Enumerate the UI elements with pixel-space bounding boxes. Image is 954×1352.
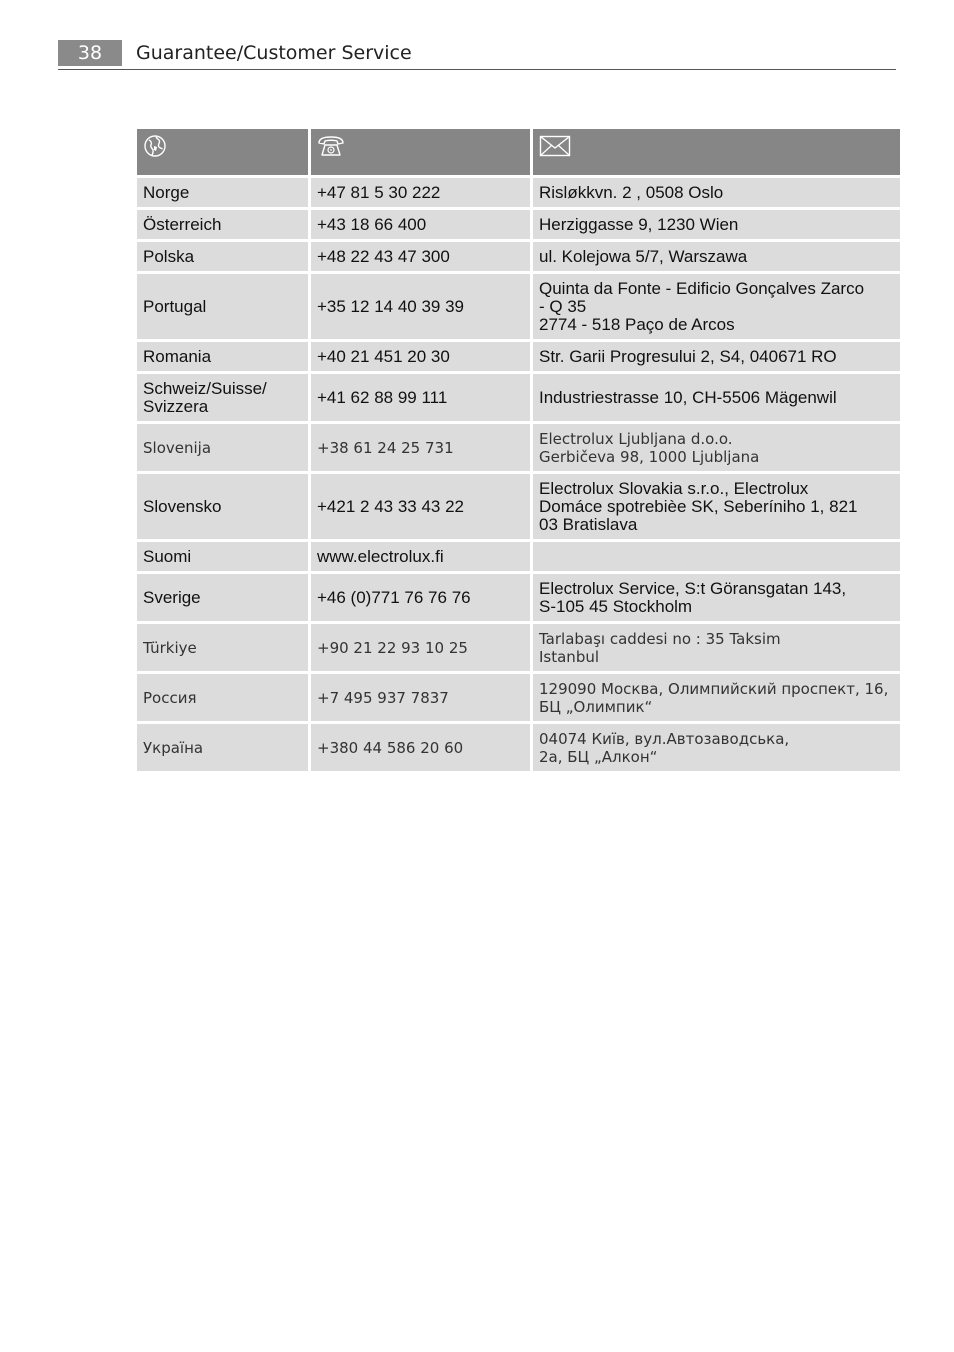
address-cell: Str. Garii Progresului 2, S4, 040671 RO [533, 342, 900, 371]
phone-cell: +7 495 937 7837 [311, 674, 530, 721]
address-cell: Quinta da Fonte - Edificio Gonçalves Zarco - Q 35 2774 - 518 Paço de Arcos [533, 274, 900, 339]
service-contact-table [134, 126, 903, 774]
country-cell: Österreich [137, 210, 308, 239]
phone-cell: +40 21 451 20 30 [311, 342, 530, 371]
page-header [58, 40, 896, 70]
address-cell: ul. Kolejowa 5/7, Warszawa [533, 242, 900, 271]
table-row [137, 542, 900, 571]
country-column-header [137, 129, 308, 175]
globe-icon [143, 134, 167, 158]
table-row [137, 624, 900, 671]
address-cell: Herziggasse 9, 1230 Wien [533, 210, 900, 239]
address-cell: Tarlabaşı caddesi no : 35 Taksim Istanbul [533, 624, 900, 671]
table-header-row [137, 129, 900, 175]
address-cell: Risløkkvn. 2 , 0508 Oslo [533, 178, 900, 207]
address-column-header [533, 129, 900, 175]
table-row [137, 574, 900, 621]
phone-cell: +38 61 24 25 731 [311, 424, 530, 471]
table-row [137, 178, 900, 207]
address-cell: Electrolux Slovakia s.r.o., Electrolux Domáce spotrebièe SK, Seberíniho 1, 821 03 Bratislava [533, 474, 900, 539]
table-row [137, 274, 900, 339]
address-cell: Industriestrasse 10, CH-5506 Mägenwil [533, 374, 900, 421]
table-row [137, 674, 900, 721]
page-number: 38 [58, 40, 122, 66]
country-cell: Россия [137, 674, 308, 721]
country-cell: Norge [137, 178, 308, 207]
address-cell [533, 542, 900, 571]
address-cell: 129090 Москва, Олимпийский проспект, 16, БЦ „Олимпик“ [533, 674, 900, 721]
phone-cell: +421 2 43 33 43 22 [311, 474, 530, 539]
country-cell: Україна [137, 724, 308, 771]
table-row [137, 242, 900, 271]
country-cell: Slovensko [137, 474, 308, 539]
country-cell: Schweiz/Suisse/ Svizzera [137, 374, 308, 421]
phone-cell: +47 81 5 30 222 [311, 178, 530, 207]
table-row [137, 342, 900, 371]
country-cell: Türkiye [137, 624, 308, 671]
phone-column-header [311, 129, 530, 175]
phone-cell: +48 22 43 47 300 [311, 242, 530, 271]
address-cell: 04074 Київ, вул.Автозаводська, 2а, БЦ „Алкон“ [533, 724, 900, 771]
telephone-icon [317, 134, 345, 158]
country-cell: Polska [137, 242, 308, 271]
table-row [137, 424, 900, 471]
address-cell: Electrolux Ljubljana d.o.o. Gerbičeva 98, 1000 Ljubljana [533, 424, 900, 471]
country-cell: Portugal [137, 274, 308, 339]
website-cell: www.electrolux.fi [311, 542, 530, 571]
phone-cell: +35 12 14 40 39 39 [311, 274, 530, 339]
phone-cell: +41 62 88 99 111 [311, 374, 530, 421]
phone-cell: +43 18 66 400 [311, 210, 530, 239]
country-cell: Romania [137, 342, 308, 371]
table-row [137, 210, 900, 239]
country-cell: Suomi [137, 542, 308, 571]
country-cell: Slovenija [137, 424, 308, 471]
phone-cell: +46 (0)771 76 76 76 [311, 574, 530, 621]
envelope-icon [539, 134, 571, 158]
table-row [137, 724, 900, 771]
page-title: Guarantee/Customer Service [136, 42, 412, 64]
table-row [137, 374, 900, 421]
phone-cell: +380 44 586 20 60 [311, 724, 530, 771]
phone-cell: +90 21 22 93 10 25 [311, 624, 530, 671]
address-cell: Electrolux Service, S:t Göransgatan 143, S-105 45 Stockholm [533, 574, 900, 621]
table-row [137, 474, 900, 539]
country-cell: Sverige [137, 574, 308, 621]
